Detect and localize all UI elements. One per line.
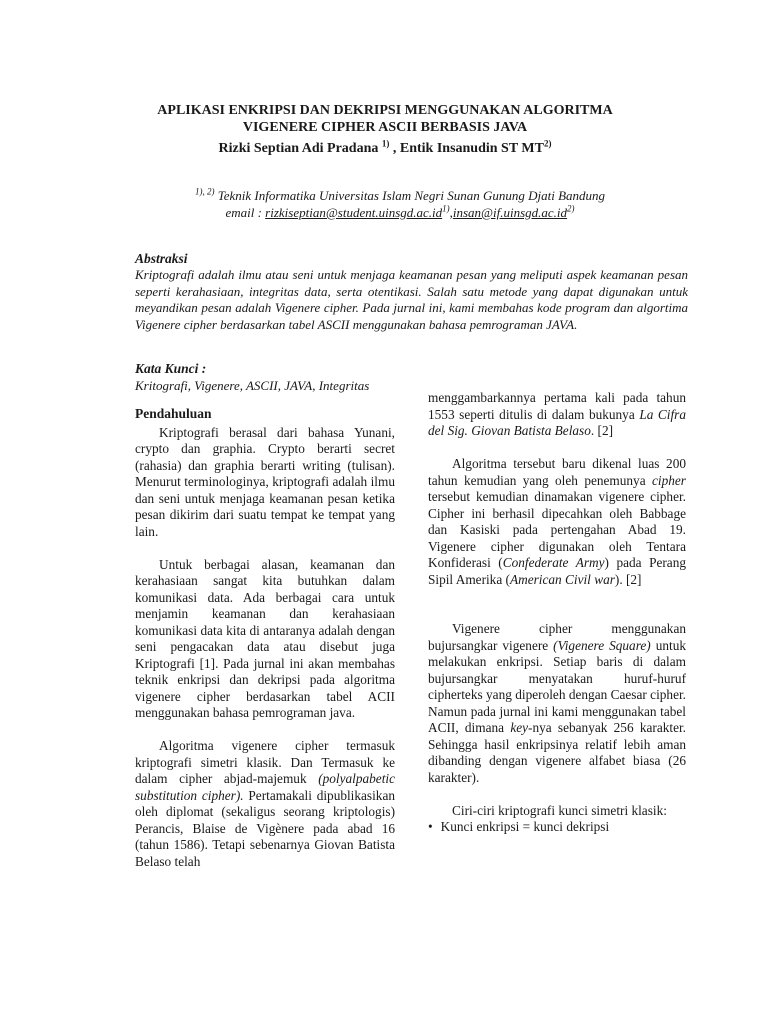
author-1-sup: 1) [381, 138, 390, 149]
paragraph-5-a: Algoritma tersebut baru dikenal luas 200 tahun kemudian yang oleh penemunya [428, 456, 686, 488]
paragraph-3 [135, 738, 395, 870]
paragraph-5-d: ). [2] [614, 571, 642, 587]
paragraph-5-b: tersebut kemudian dinamakan vigenere cipher. Cipher ini berhasil dipecahkan oleh Babbage dan Kasiski pada pertengahan Abad 19. Vigenere cipher digunakan oleh Tentara Konfiderasi ( [428, 489, 686, 570]
right-column [428, 390, 686, 836]
abstract-heading: Abstraksi [135, 251, 188, 266]
paragraph-5-italic-2: Confederate Army [502, 555, 605, 570]
keywords-heading: Kata Kunci : [135, 361, 207, 376]
bullet-icon: • [428, 819, 433, 834]
title-line-2: VIGENERE CIPHER ASCII BERBASIS JAVA [242, 120, 528, 135]
author-1: Rizki Septian Adi Pradana [218, 141, 382, 156]
paragraph-6-italic-1: (Vigenere Square) [553, 637, 651, 653]
paragraph-7: Ciri-ciri kriptografi kunci simetri klasik: [452, 802, 667, 818]
paragraph-3-b: Pertamakali dipublikasikan oleh diplomat (sekaligus seorang kriptologis) Perancis, Blaise de Vigènere pada abad 16 (tahun 1586). Tetapi sebenarnya Giovan Batista Belaso telah [135, 787, 395, 869]
paragraph-5-c: ) pada Perang Sipil Amerika ( [428, 555, 686, 587]
paper-title [120, 102, 650, 136]
abstract-text: Kriptografi adalah ilmu atau seni untuk menjaga keamanan pesan yang meliputi aspek keamanan pesan seperti kerahasiaan, integritas data, serta otentikasi. Salah satu metode yang dapat digunakan untuk meyandikan pesan adalah Vigenere cipher. Pada jurnal ini, kami membahas kode program dan algortima Vigenere cipher berdasarkan tabel ASCII menggunakan bahasa pemrograman JAVA. [135, 267, 688, 332]
paragraph-5-italic-1: cipher [652, 472, 686, 488]
email-2-sup: 2) [567, 203, 575, 214]
email-1-sup: 1) [442, 203, 450, 214]
paragraph-4 [428, 390, 686, 440]
author-separator: , Entik Insanudin ST MT [389, 141, 544, 156]
paragraph-6-a: Vigenere cipher menggunakan bujursangkar vigenere [428, 621, 686, 653]
keywords-text: Kritografi, Vigenere, ASCII, JAVA, Integritas [135, 378, 370, 393]
paragraph-1: Kriptografi berasal dari bahasa Yunani, crypto dan graphia. Crypto berarti secret (rahasia) dan graphia berarti writing (tulisan). Menurut terminologinya, kriptografi adalah ilmu dan seni untuk menjaga keamanan pesan ketika pesan dikirim dari suatu tempat ke tempat yang lain. [135, 424, 395, 539]
affiliation-line [140, 187, 660, 204]
paragraph-6-italic-2: key [510, 720, 529, 735]
paragraph-6 [428, 621, 686, 786]
author-line [120, 140, 650, 157]
left-column [135, 406, 395, 870]
email-link-1[interactable]: rizkiseptian@student.uinsgd.ac.id [265, 205, 443, 220]
paragraph-6-c: -nya sebanyak 256 karakter. Sehingga hasil enkripsinya relatif lebih aman dibanding dengan vigenere alfabet biasa (26 karakter). [428, 720, 686, 785]
list-item [428, 819, 686, 836]
bullet-text: Kunci enkripsi = kunci dekripsi [440, 819, 610, 834]
email-separator: , [449, 205, 453, 220]
paragraph-4-b: . [2] [590, 423, 614, 438]
paragraph-3-italic: (polyalpabetic substitution cipher). [135, 771, 395, 803]
email-label: email : [225, 205, 266, 220]
affiliation-text: Teknik Informatika Universitas Islam Negri Sunan Gunung Djati Bandung [214, 188, 606, 203]
paragraph-2: Untuk berbagai alasan, keamanan dan kerahasiaan sangat kita butuhkan dalam komunikasi data. Ada berbagai cara untuk menjamin keamanan dan kerahasiaan komunikasi data kita di antaranya adalah dengan seni pengacakan data atau disebut juga Kriptografi [1]. Pada jurnal ini akan membahas teknik enkripsi dan dekripsi pada algoritma vigenere cipher berdasarkan tabel ACII menggunakan bahasa pemrograman java. [135, 556, 395, 720]
paragraph-5 [428, 456, 686, 588]
paragraph-5-italic-3: American Civil war [510, 571, 615, 587]
section-heading: Pendahuluan [135, 406, 212, 421]
email-line [140, 204, 660, 221]
email-link-2[interactable]: insan@if.uinsgd.ac.id [452, 205, 568, 220]
paragraph-3-a: Algoritma vigenere cipher termasuk kriptografi simetri klasik. Dan Termasuk ke dalam cipher abjad-majemuk [135, 738, 395, 786]
affiliation-sup: 1), 2) [194, 186, 215, 197]
paragraph-6-b: untuk melakukan enkripsi. Setiap baris di dalam bujursangkar menyatakan huruf-huruf cipherteks yang diperoleh dengan Caesar cipher. Namun pada jurnal ini kami menggunakan tabel ACII, dimana [428, 637, 686, 735]
paragraph-4-italic: La Cifra del Sig. Giovan Batista Belaso [428, 406, 687, 438]
affiliation [140, 187, 660, 221]
author-2-sup: 2) [543, 138, 552, 149]
title-line-1: APLIKASI ENKRIPSI DAN DEKRIPSI MENGGUNAKAN ALGORITMA [157, 103, 613, 118]
paragraph-4-a: menggambarkannya pertama kali pada tahun 1553 seperti ditulis di dalam bukunya [428, 390, 686, 422]
